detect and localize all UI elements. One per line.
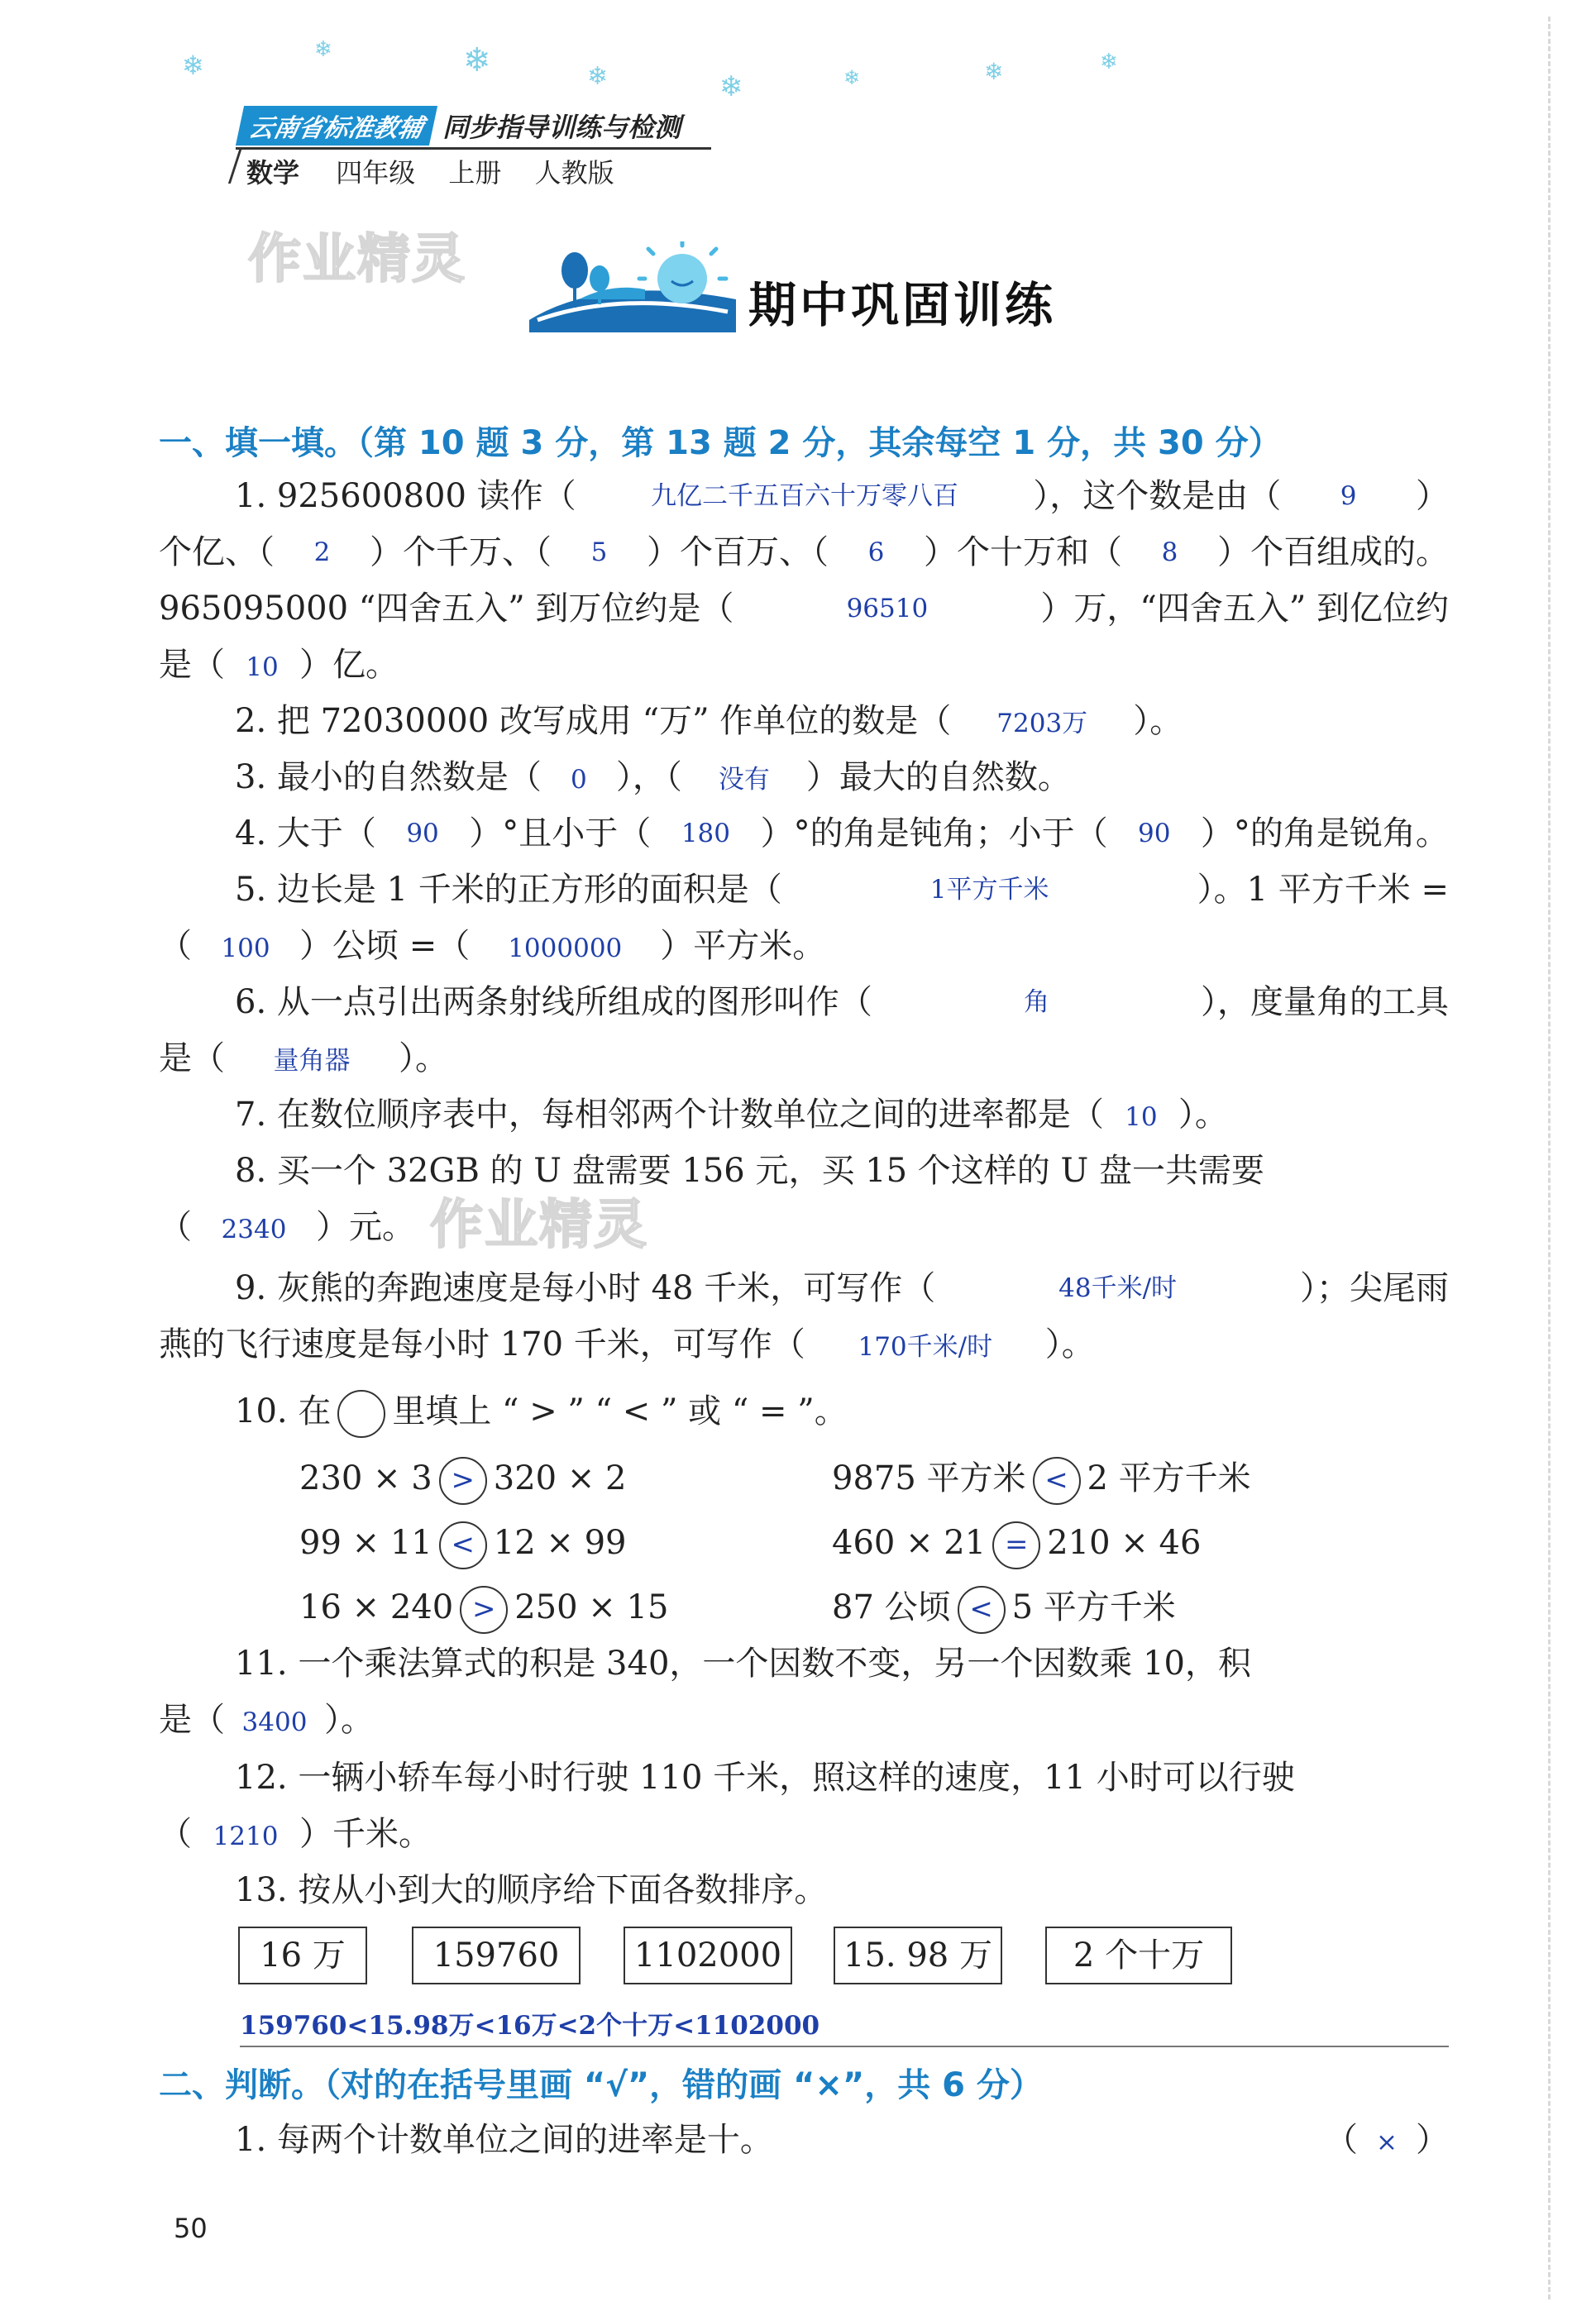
section-1-heading: 一、填一填。（第 10 题 3 分，第 13 题 2 分，其余每空 1 分，共 30 分） bbox=[159, 424, 1282, 462]
q5-line-1: 5. 边长是 1 千米的正方形的面积是（ 1平方千米 ）。1 平方千米 = bbox=[235, 865, 1449, 914]
subject: 数学 bbox=[246, 157, 300, 189]
answer: 角 bbox=[1023, 987, 1049, 1017]
compare-item: 9875 平方米 < 2 平方千米 bbox=[832, 1452, 1251, 1505]
answer: 90 bbox=[1138, 819, 1171, 848]
answer: 10 bbox=[246, 652, 279, 682]
answer-rule bbox=[240, 2046, 1449, 2047]
compare-circle: < bbox=[439, 1521, 487, 1569]
grade: 四年级 bbox=[336, 157, 416, 189]
snowflake-icon: ❄ bbox=[719, 70, 743, 103]
answer: 96510 bbox=[846, 594, 929, 623]
answer: 180 bbox=[681, 819, 730, 848]
q1-line-4: 是（ 10 ）亿。 bbox=[159, 640, 1449, 690]
answer: 170千米/时 bbox=[858, 1332, 993, 1362]
answer: 1210 bbox=[213, 1822, 279, 1851]
brand-label: 云南省标准教辅 bbox=[236, 106, 437, 146]
answer: 9 bbox=[1340, 481, 1357, 511]
q9-line-2: 燕的飞行速度是每小时 170 千米，可写作（ 170千米/时 ）。 bbox=[159, 1320, 1449, 1369]
page-number: 50 bbox=[174, 2213, 208, 2244]
answer: 6 bbox=[867, 537, 885, 567]
header-rule bbox=[236, 147, 711, 150]
snowflake-icon: ❄ bbox=[984, 58, 1004, 85]
answer: 2340 bbox=[221, 1215, 287, 1244]
q1-line-1: 1. 925600800 读作（ 九亿二千五百六十万零八百 ），这个数是由（ 9 ） bbox=[235, 471, 1449, 521]
number-box: 1102000 bbox=[624, 1927, 792, 1984]
q13-prompt: 13. 按从小到大的顺序给下面各数排序。 bbox=[235, 1871, 828, 1909]
compare-item: 99 × 11 < 12 × 99 bbox=[299, 1516, 627, 1569]
series-title bbox=[240, 106, 681, 146]
answer: 5 bbox=[590, 537, 608, 567]
snowflake-icon: ❄ bbox=[587, 62, 609, 91]
snowflake-icon: ❄ bbox=[1100, 50, 1118, 74]
page-edge bbox=[1548, 17, 1551, 2299]
q6-line-1: 6. 从一点引出两条射线所组成的图形叫作（ 角 ），度量角的工具 bbox=[235, 977, 1449, 1027]
q13-answer: 159760<15.98万<16万<2个十万<1102000 bbox=[240, 2011, 820, 2041]
empty-circle-icon bbox=[337, 1390, 385, 1438]
snowflake-icon: ❄ bbox=[314, 37, 332, 62]
q11-line-2: 是（ 3400 ）。 bbox=[159, 1695, 1449, 1745]
answer: 0 bbox=[571, 765, 587, 795]
answer: 量角器 bbox=[273, 1046, 351, 1076]
q12-line-1: 12. 一辆小轿车每小时行驶 110 千米，照这样的速度，11 小时可以行驶 bbox=[235, 1759, 1295, 1797]
q4: 4. 大于（ 90 ）°且小于（ 180 ）°的角是钝角；小于（ 90 ）°的角是锐角。 bbox=[235, 809, 1449, 858]
compare-circle: < bbox=[958, 1586, 1006, 1634]
watermark: 作业精灵 bbox=[430, 1195, 648, 1256]
page-title: 期中巩固训练 bbox=[748, 277, 1057, 333]
answer: 8 bbox=[1161, 537, 1178, 567]
volume: 上册 bbox=[448, 157, 502, 189]
answer: 100 bbox=[221, 934, 270, 963]
q5-line-2: （ 100 ）公顷 =（ 1000000 ）平方米。 bbox=[159, 921, 1449, 971]
subject-line bbox=[246, 152, 639, 190]
compare-item: 16 × 240 > 250 × 15 bbox=[299, 1581, 668, 1634]
answer: 1平方千米 bbox=[929, 875, 1049, 905]
q7: 7. 在数位顺序表中，每相邻两个计数单位之间的进率都是（ 10 ）。 bbox=[235, 1090, 1449, 1139]
compare-item: 230 × 3 > 320 × 2 bbox=[299, 1452, 627, 1505]
snowflake-icon: ❄ bbox=[463, 41, 491, 79]
answer: 48千米/时 bbox=[1058, 1273, 1178, 1303]
compare-circle: > bbox=[439, 1457, 487, 1505]
answer: 没有 bbox=[718, 765, 770, 795]
compare-circle: > bbox=[460, 1586, 508, 1634]
q3: 3. 最小的自然数是（ 0 ），（ 没有 ）最大的自然数。 bbox=[235, 752, 1449, 802]
answer: 3400 bbox=[241, 1707, 308, 1737]
answer: × bbox=[1376, 2127, 1398, 2157]
edition: 人教版 bbox=[534, 157, 614, 189]
q1-line-3: 965095000 “四舍五入” 到万位约是（ 96510 ）万，“四舍五入” 到亿位约 bbox=[159, 584, 1449, 633]
snowflake-icon: ❄ bbox=[182, 50, 204, 81]
section-2-heading: 二、判断。（对的在括号里画 “√”，错的画 “×”，共 6 分） bbox=[159, 2066, 1043, 2104]
answer: 九亿二千五百六十万零八百 bbox=[650, 481, 958, 511]
q2: 2. 把 72030000 改写成用 “万” 作单位的数是（ 7203万 ）。 bbox=[235, 696, 1449, 746]
q9-line-1: 9. 灰熊的奔跑速度是每小时 48 千米，可写作（ 48千米/时 ）；尖尾雨 bbox=[235, 1263, 1449, 1313]
q8-line-2: （ 2340 ）元。 bbox=[159, 1202, 1449, 1252]
number-box: 2 个十万 bbox=[1045, 1927, 1232, 1984]
judge-q1: 1. 每两个计数单位之间的进率是十。 （ × ） bbox=[235, 2115, 1449, 2165]
compare-item: 460 × 21 = 210 × 46 bbox=[832, 1516, 1201, 1569]
snowflake-icon: ❄ bbox=[843, 66, 861, 89]
q12-line-2: （ 1210 ）千米。 bbox=[159, 1809, 1449, 1859]
answer: 10 bbox=[1125, 1102, 1158, 1132]
q1-line-2: 个亿、（ 2 ）个千万、（ 5 ）个百万、（ 6 ）个十万和（ 8 ）个百组成的。 bbox=[159, 528, 1449, 577]
sun-hill-logo bbox=[529, 241, 736, 332]
q6-line-2: 是（ 量角器 ）。 bbox=[159, 1034, 1449, 1083]
header-slash bbox=[228, 147, 242, 184]
series-name: 同步指导训练与检测 bbox=[442, 112, 681, 143]
number-box: 15. 98 万 bbox=[834, 1927, 1002, 1984]
answer: 7203万 bbox=[996, 709, 1088, 738]
answer: 1000000 bbox=[508, 934, 623, 963]
compare-circle: = bbox=[992, 1521, 1040, 1569]
q8-line-1: 8. 买一个 32GB 的 U 盘需要 156 元，买 15 个这样的 U 盘一共需要 bbox=[235, 1152, 1264, 1190]
watermark: 作业精灵 bbox=[248, 229, 466, 290]
compare-item: 87 公顷 < 5 平方千米 bbox=[832, 1581, 1176, 1634]
answer: 90 bbox=[406, 819, 439, 848]
number-box: 16 万 bbox=[238, 1927, 367, 1984]
compare-circle: < bbox=[1033, 1457, 1081, 1505]
q11-line-1: 11. 一个乘法算式的积是 340，一个因数不变，另一个因数乘 10，积 bbox=[235, 1645, 1252, 1683]
answer: 2 bbox=[313, 537, 331, 567]
number-box: 159760 bbox=[412, 1927, 581, 1984]
q10-prompt: 10. 在 里填上 “ > ” “ < ” 或 “ = ”。 bbox=[235, 1382, 1449, 1440]
